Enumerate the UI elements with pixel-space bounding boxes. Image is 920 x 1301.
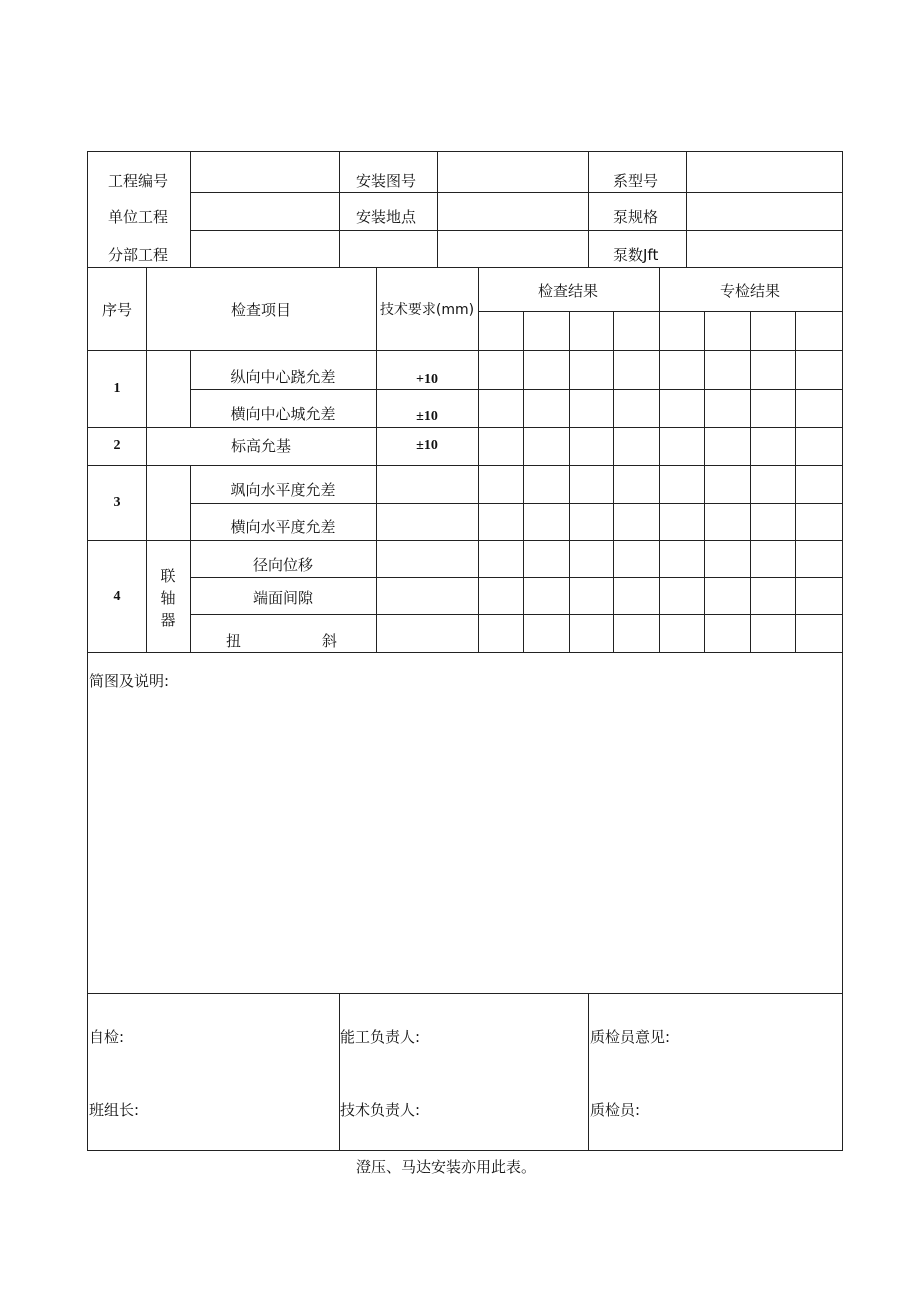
row-4c-item-second: 斜 xyxy=(322,632,338,650)
grid-line xyxy=(190,503,843,504)
install-location-label: 安装地点 xyxy=(356,208,417,226)
grid-line xyxy=(376,267,377,652)
grid-line xyxy=(437,151,438,267)
tech-lead-label: 技术负责人: xyxy=(340,1101,421,1119)
grid-line xyxy=(339,151,340,267)
table-border-top xyxy=(87,151,843,152)
row-2-item: 标高允基 xyxy=(230,437,292,455)
grid-line xyxy=(569,311,570,652)
grid-line xyxy=(478,311,843,312)
row-1a-requirement: +10 xyxy=(416,372,438,387)
row-3-number: 3 xyxy=(113,495,121,510)
grid-line xyxy=(190,389,843,390)
install-drawing-no-label: 安装图号 xyxy=(356,172,417,190)
grid-line xyxy=(523,311,524,652)
row-4b-item: 端面间隙 xyxy=(252,589,314,607)
table-border-right xyxy=(842,151,843,1151)
grid-line xyxy=(588,993,589,1151)
seq-column-header: 序号 xyxy=(101,301,133,319)
grid-line xyxy=(613,311,614,652)
project-no-label: 工程编号 xyxy=(108,172,169,190)
grid-line xyxy=(686,151,687,267)
row-3a-item: 飒向水平度允差 xyxy=(230,481,336,499)
row-2-number: 2 xyxy=(113,438,121,453)
row-1b-item: 横向中心城允差 xyxy=(230,405,336,423)
grid-line xyxy=(190,577,843,578)
grid-line xyxy=(659,267,660,652)
grid-line xyxy=(190,192,843,193)
grid-line xyxy=(795,311,796,652)
grid-line xyxy=(87,652,843,653)
special-result-column-header: 专检结果 xyxy=(719,282,781,300)
grid-line xyxy=(478,267,479,652)
self-check-label: 自检: xyxy=(89,1028,125,1046)
row-4c-item-first: 扭 xyxy=(226,632,242,650)
row-3b-item: 横向水平度允差 xyxy=(230,518,336,536)
row-2-requirement: ±10 xyxy=(416,438,438,453)
grid-line xyxy=(87,350,843,351)
check-result-column-header: 检查结果 xyxy=(537,282,599,300)
row-4-number: 4 xyxy=(113,589,121,604)
grid-line xyxy=(750,311,751,652)
grid-line xyxy=(704,311,705,652)
grid-line xyxy=(339,993,340,1151)
pump-count-label: 泵数Jft xyxy=(613,246,659,264)
qc-inspector-label: 质检员: xyxy=(590,1101,641,1119)
grid-line xyxy=(190,465,191,652)
row-4a-item: 径向位移 xyxy=(252,556,314,574)
team-leader-label: 班组长: xyxy=(89,1101,140,1119)
qc-opinion-label: 质检员意见: xyxy=(590,1028,671,1046)
footnote: 澄压、马达安装亦用此表。 xyxy=(355,1158,537,1176)
pump-spec-label: 泵规格 xyxy=(613,208,659,226)
coupling-label-char: 器 xyxy=(160,611,176,629)
item-column-header: 检查项目 xyxy=(230,301,292,319)
grid-line xyxy=(87,540,843,541)
grid-line xyxy=(190,151,191,267)
coupling-label-char: 联 xyxy=(160,567,176,585)
grid-line xyxy=(588,151,589,267)
grid-line xyxy=(87,267,843,268)
grid-line xyxy=(87,427,843,428)
coupling-label-char: 轴 xyxy=(160,589,176,607)
grid-line xyxy=(87,993,843,994)
grid-line xyxy=(190,230,843,231)
table-border-left xyxy=(87,151,88,1151)
grid-line xyxy=(146,267,147,652)
notes-label: 简图及说明: xyxy=(89,672,170,690)
row-1-number: 1 xyxy=(113,381,121,396)
tech-req-column-header: 技术要求(mm) xyxy=(379,302,475,318)
sub-project-label: 分部工程 xyxy=(108,246,169,264)
unit-project-label: 单位工程 xyxy=(108,208,169,226)
series-model-label: 系型号 xyxy=(613,172,659,190)
grid-line xyxy=(190,614,843,615)
grid-line xyxy=(87,465,843,466)
table-border-bottom xyxy=(87,1150,843,1151)
row-1b-requirement: ±10 xyxy=(416,409,438,424)
row-1a-item: 纵向中心跷允差 xyxy=(230,368,336,386)
construction-lead-label: 能工负责人: xyxy=(340,1028,421,1046)
